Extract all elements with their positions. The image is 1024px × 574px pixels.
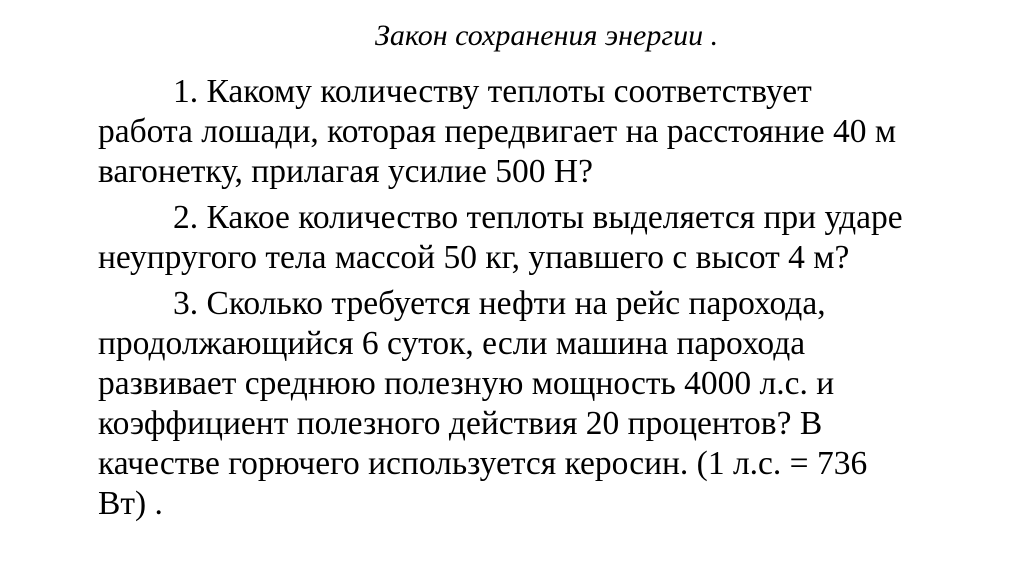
problem-1-line-1: 1. Какому количеству теплоты соответствует <box>173 73 812 110</box>
problem-1-line-2: работа лошади, которая передвигает на расстояние 40 м <box>98 113 897 150</box>
problem-1 <box>98 72 1018 192</box>
slide-title: Закон сохранения энергии . <box>375 19 719 52</box>
problem-2-line-2: неупругого тела массой 50 кг, упавшего с высот 4 м? <box>98 239 850 276</box>
problem-3 <box>98 284 1018 524</box>
problem-3-line-1: 3. Сколько требуется нефти на рейс парохода, <box>173 285 826 322</box>
problem-3-line-5: качестве горючего используется керосин. (1 л.с. = 736 <box>98 445 868 482</box>
problem-3-line-4: коэффициент полезного действия 20 процентов? В <box>98 405 823 442</box>
problem-1-line-3: вагонетку, прилагая усилие 500 Н? <box>98 153 593 190</box>
problem-3-line-6: Вт) . <box>98 485 163 522</box>
problem-2-line-1: 2. Какое количество теплоты выделяется при ударе <box>173 199 903 236</box>
problem-list <box>98 72 1018 530</box>
problem-3-line-3: развивает среднюю полезную мощность 4000 л.с. и <box>98 365 835 402</box>
problem-3-line-2: продолжающийся 6 суток, если машина парохода <box>98 325 806 362</box>
problem-2 <box>98 198 1018 278</box>
